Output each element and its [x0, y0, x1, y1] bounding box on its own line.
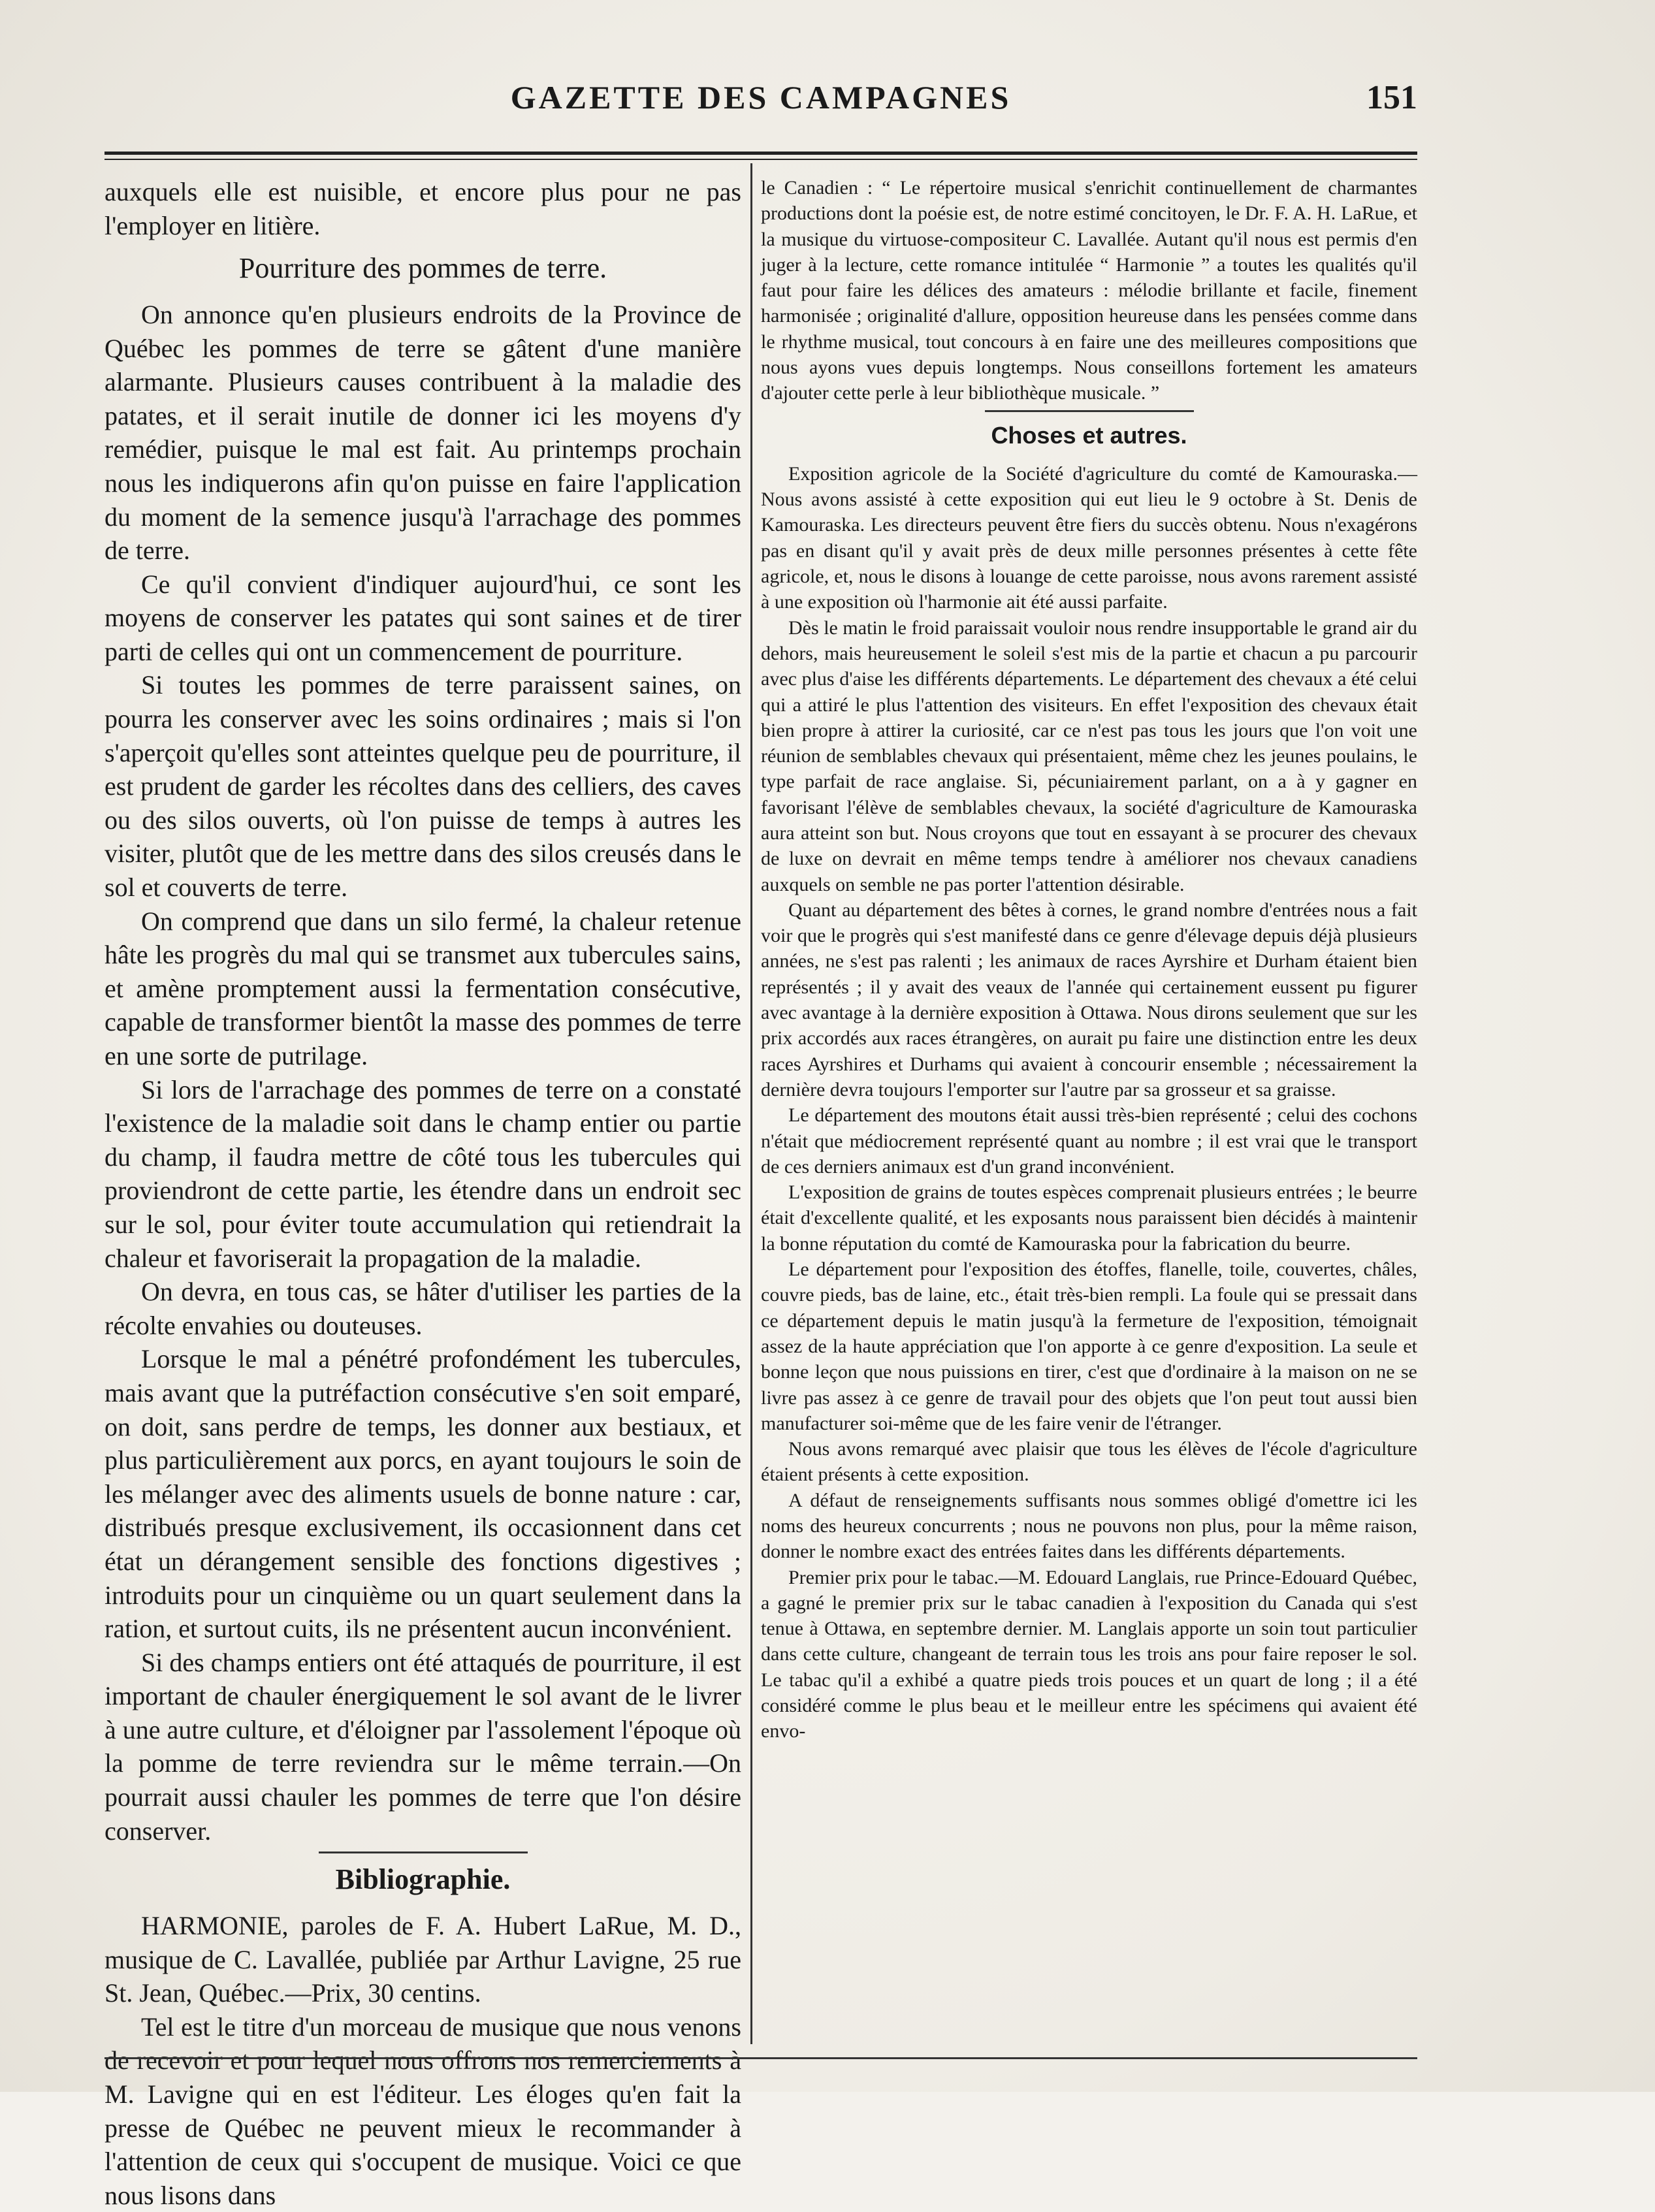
- paragraph: On comprend que dans un silo fermé, la chaleur retenue hâte les progrès du mal qui se transmet aux tubercules sains, et amène promptement aussi la fermentation consécutive, capable de transformer bientôt la masse des pommes de terre en une sorte de putrilage.: [104, 906, 741, 1070]
- paragraph: L'exposition de grains de toutes espèces comprenait plusieurs entrées ; le beurre était d'excellente qualité, et les exposants nous paraissent bien décidés à maintenir la bonne réputation du comté de Kamouraska pour la fabrication du beurre.: [761, 1181, 1417, 1255]
- section-title-pourriture: Pourriture des pommes de terre.: [238, 252, 607, 285]
- footer-rule: [104, 2057, 1417, 2059]
- paragraph: Si lors de l'arrachage des pommes de terre on a constaté l'existence de la maladie soit dans le champ entier ou partie du champ, il faudra mettre de côté tous les tubercules qui proviendront de cette partie, les étendre dans un endroit sec sur le sol, pour éviter toute accumulation qui retiendrait la chaleur et favoriserait la propagation de la maladie.: [104, 1074, 741, 1273]
- paragraph: Premier prix pour le tabac.—M. Edouard Langlais, rue Prince-Edouard Québec, a gagné le premier prix sur le tabac canadien à l'exposition du Canada qui s'est tenue à Ottawa, en septembre dernier. M. Langlais apporte un soin tout particulier dans cette culture, changeant de terrain tous les trois ans pour faire reposer le sol. Le tabac qu'il a exhibé a quatre pieds trois pouces et un quart de long ; il a été considéré comme le plus beau et le meilleur entre les spécimens qui avaient été envo-: [761, 1566, 1417, 1742]
- masthead-title: GAZETTE DES CAMPAGNES: [510, 79, 1012, 116]
- section-title-choses-et-autres: Choses et autres.: [991, 421, 1187, 449]
- paragraph: Nous avons remarqué avec plaisir que tous les élèves de l'école d'agriculture étaient présents à cette exposition.: [761, 1438, 1417, 1486]
- page-header: [104, 78, 1417, 150]
- header-rule: [104, 152, 1417, 160]
- right-column: [761, 175, 1417, 1744]
- paragraph: On devra, en tous cas, se hâter d'utiliser les parties de la récolte envahies ou douteuses.: [104, 1277, 741, 1340]
- section-title-bibliographie: Bibliographie.: [335, 1863, 511, 1896]
- column-divider: [750, 163, 752, 2044]
- section-rule: [985, 410, 1194, 412]
- paragraph: Le département pour l'exposition des étoffes, flanelle, toile, couvertes, châles, couvre pieds, bas de laine, etc., était très-bien rempli. La foule qui se pressait dans ce département depuis le matin jusqu'à la fermeture de l'exposition, témoignait assez de la haute appréciation que l'on apporte à ce genre d'exposition. La seule et bonne leçon que nous puissions en tirer, c'est que d'ordinaire à la maison on ne se livre pas assez à ce genre de travail pour des objets que l'on peut tout aussi bien manufacturer soi-même que de les faire venir de l'étranger.: [761, 1258, 1417, 1434]
- paragraph: Exposition agricole de la Société d'agriculture du comté de Kamouraska.—Nous avons assisté à cette exposition qui eut lieu le 9 octobre à St. Denis de Kamouraska. Les directeurs peuvent être fiers du succès obtenu. Nous n'exagérons pas en disant qu'il y avait près de deux mille personnes présentes à cette fête agricole, et, nous le disons à louange de cette paroisse, nous avons rarement assisté à une exposition où l'harmonie ait été aussi parfaite.: [761, 462, 1417, 613]
- section-rule: [319, 1851, 528, 1853]
- paragraph: Si des champs entiers ont été attaqués de pourriture, il est important de chauler énergiquement le sol avant de le livrer à une autre culture, et d'éloigner par l'assolement l'époque où la pomme de terre reviendra sur le même terrain.—On pourrait aussi chauler les pommes de terre que l'on désire conserver.: [104, 1647, 741, 1846]
- paragraph: Le département des moutons était aussi très-bien représenté ; celui des cochons n'était que médiocrement représenté quant au nombre ; il est vrai que le transport de ces derniers animaux est d'un grand inconvénient.: [761, 1104, 1417, 1178]
- paragraph: On annonce qu'en plusieurs endroits de la Province de Québec les pommes de terre se gâtent d'une manière alarmante. Plusieurs causes contribuent à la maladie des patates, et il serait inutile de donner ici les moyens d'y remédier, puisque le mal est fait. Au printemps prochain nous les indiquerons afin qu'on puisse en faire l'application du moment de la semence jusqu'à l'arrachage des pommes de terre.: [104, 299, 741, 566]
- paragraph: Tel est le titre d'un morceau de musique que nous venons de recevoir et pour lequel nous offrons nos remerciements à M. Lavigne qui en est l'éditeur. Les éloges qu'en fait la presse de Québec ne peuvent mieux le recommander à l'attention de ceux qui s'occupent de musique. Voici ce que nous lisons dans: [104, 2012, 741, 2210]
- paragraph: le Canadien : “ Le répertoire musical s'enrichit continuellement de charmantes productions dont la poésie est, de notre estimé concitoyen, le Dr. F. A. H. LaRue, et la musique du virtuose-compositeur C. Lavallée. Autant qu'il nous est permis d'en juger à la lecture, cette romance intitulée “ Harmonie ” a toutes les qualités qu'il faut pour faire les délices des amateurs : mélodie brillante et facile, finement harmonisée ; originalité d'allure, opposition heureuse dans les pensées comme dans le rhythme musical, tout concours à en faire une des meilleures compositions que nous ayons vues depuis longtemps. Nous conseillons fortement les amateurs d'ajouter cette perle à leur bibliothèque musicale. ”: [761, 177, 1417, 404]
- paragraph: A défaut de renseignements suffisants nous sommes obligé d'omettre ici les noms des heureux concurrents ; nous ne pouvons non plus, pour la même raison, donner le nombre exact des entrées faites dans les différents départements.: [761, 1489, 1417, 1563]
- paragraph: Si toutes les pommes de terre paraissent saines, on pourra les conserver avec les soins ordinaires ; mais si l'on s'aperçoit qu'elles sont atteintes quelque peu de pourriture, il est prudent de garder les récoltes dans des celliers, des caves ou des silos ouverts, où l'on puisse de temps à autres les visiter, plutôt que de les mettre dans des silos creusés dans le sol et couverts de terre.: [104, 670, 741, 903]
- page-number: 151: [1366, 79, 1417, 116]
- paragraph: Dès le matin le froid paraissait vouloir nous rendre insupportable le grand air du dehors, mais heureusement le soleil s'est mis de la partie et chacun a pu parcourir avec plus d'aise les différents départements. Le département des chevaux a été celui qui a attiré le plus l'attention des visiteurs. En effet l'exposition des chevaux était bien propre à attirer la curiosité, car ce n'est pas tous les jours que l'on voit une réunion de semblables chevaux qui présentaient, même chez les jeunes poulains, le type parfait de race anglaise. Si, pécuniairement parlant, on a à y gagner en favorisant l'élève de semblables chevaux, la société d'agriculture de Kamouraska aura atteint son but. Nous croyons que tout en essayant à se procurer des chevaux de luxe on devrait en même temps tendre à améliorer nos chevaux canadiens auxquels on semble ne pas porter l'attention désirable.: [761, 617, 1417, 895]
- paragraph: Lorsque le mal a pénétré profondément les tubercules, mais avant que la putréfaction consécutive s'en soit emparé, on doit, sans perdre de temps, les donner aux bestiaux, et plus particulièrement aux porcs, en ayant toujours le soin de les mélanger avec des aliments usuels de bonne nature : car, distribués presque exclusivement, ils occasionnent dans cet état un dérangement sensible des fonctions digestives ; introduits pour un cinquième ou un quart seulement dans la ration, et surtout cuits, ils ne présentent aucun inconvénient.: [104, 1344, 741, 1644]
- paragraph: HARMONIE, paroles de F. A. Hubert LaRue, M. D., musique de C. Lavallée, publiée par Arthur Lavigne, 25 rue St. Jean, Québec.—Prix, 30 centins.: [104, 1911, 741, 2008]
- paragraph: Ce qu'il convient d'indiquer aujourd'hui, ce sont les moyens de conserver les patates qui sont saines et de tirer parti de celles qui ont un commencement de pourriture.: [104, 569, 741, 666]
- paragraph: Quant au département des bêtes à cornes, le grand nombre d'entrées nous a fait voir que le progrès qui s'est manifesté dans ce genre d'élevage depuis déjà plusieurs années, ne s'est pas ralenti ; les animaux de races Ayrshire et Durham étaient bien représentés ; il y avait des veaux de l'année qui certainement eussent pu figurer avec avantage à la dernière exposition à Ottawa. Nous dirons seulement que sur les prix accordés aux races étrangères, on aurait pu faire une distinction entre les deux races Ayrshires et Durhams qui avaient à concourir ensemble ; nécessairement la dernière devra toujours l'emporter sur l'autre par sa grosseur et sa graisse.: [761, 899, 1417, 1100]
- paragraph: auxquels elle est nuisible, et encore plus pour ne pas l'employer en litière.: [104, 177, 741, 240]
- left-column: [104, 175, 741, 2212]
